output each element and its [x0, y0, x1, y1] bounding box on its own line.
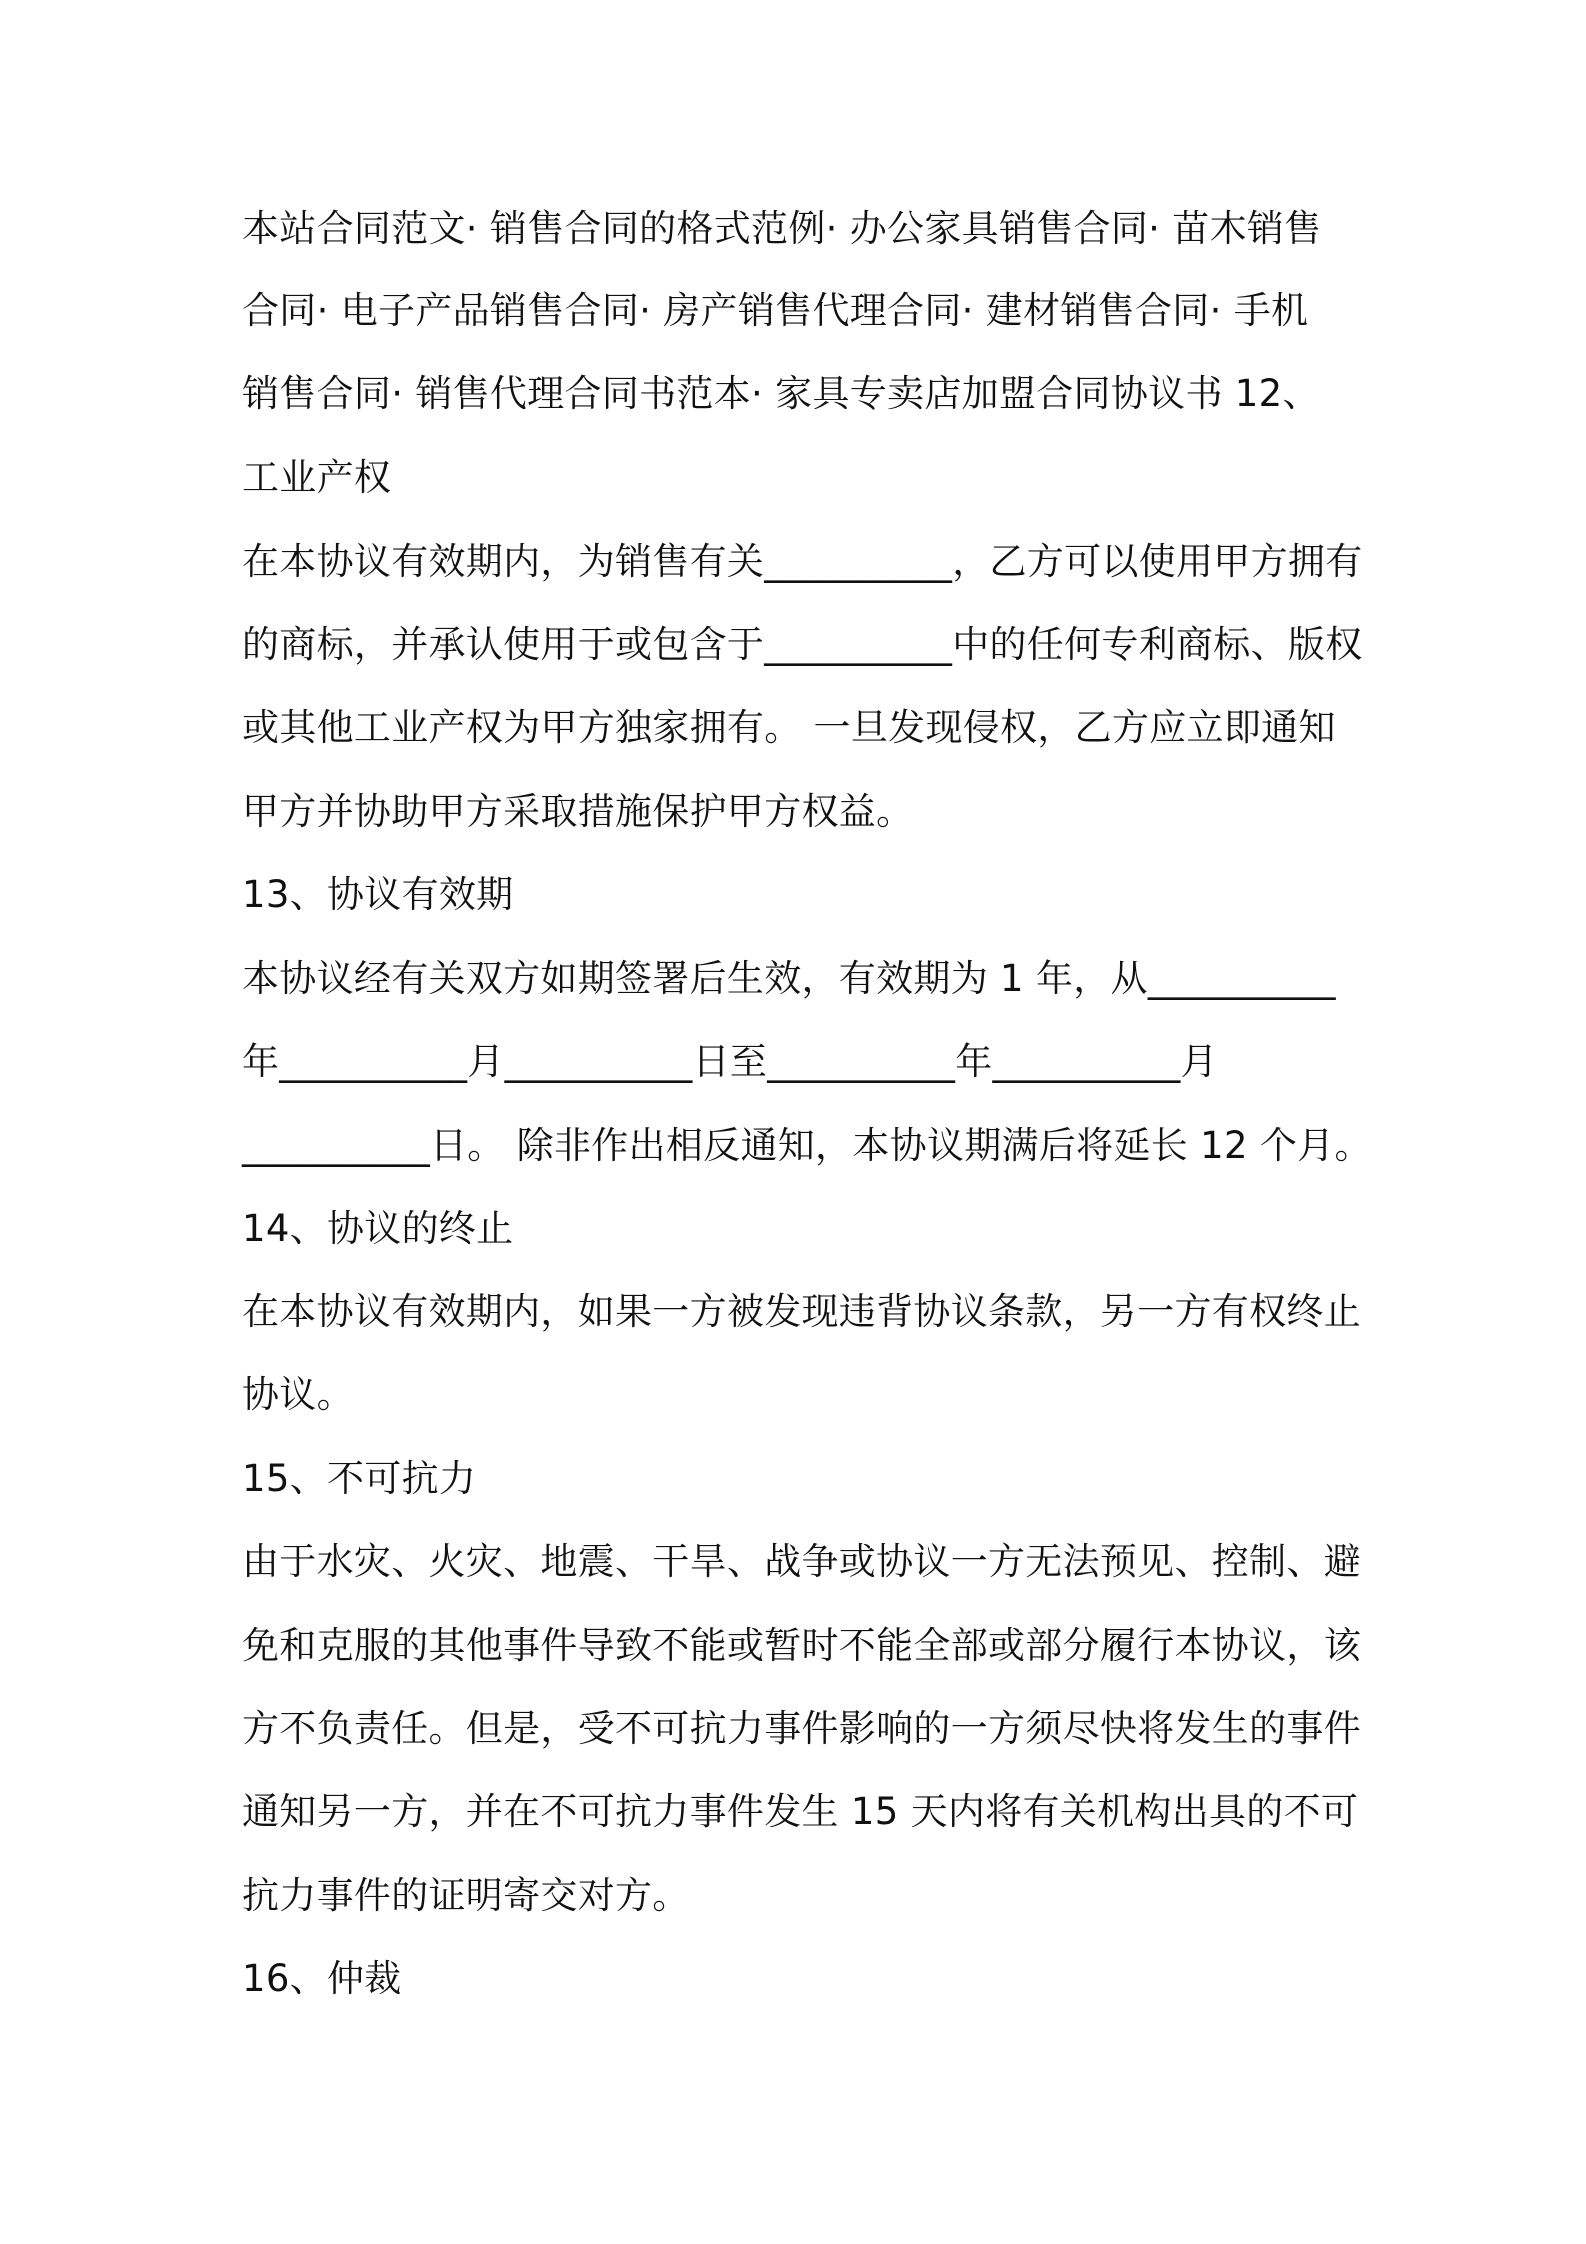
text-line: __________日。 除非作出相反通知，本协议期满后将延长 12 个月。 [242, 1124, 1372, 1167]
text-line: 在本协议有效期内，为销售有关__________，乙方可以使用甲方拥有 [242, 540, 1363, 583]
text-line: 合同· 电子产品销售合同· 房产销售代理合同· 建材销售合同· 手机 [242, 289, 1309, 332]
text-line: 销售合同· 销售代理合同书范本· 家具专卖店加盟合同协议书 12、 [242, 372, 1320, 415]
section-heading: 13、协议有效期 [242, 873, 514, 916]
text-line: 通知另一方，并在不可抗力事件发生 15 天内将有关机构出具的不可 [242, 1790, 1359, 1833]
section-heading: 16、仲裁 [242, 1957, 402, 2000]
text-line: 年__________月__________日至__________年__________月 [242, 1040, 1218, 1083]
text-line: 由于水灾、火灾、地震、干旱、战争或协议一方无法预见、控制、避 [242, 1540, 1361, 1583]
section-heading: 工业产权 [242, 456, 392, 499]
text-line: 协议。 [242, 1373, 354, 1416]
text-line: 在本协议有效期内，如果一方被发现违背协议条款，另一方有权终止 [242, 1290, 1361, 1333]
text-line: 甲方并协助甲方采取措施保护甲方权益。 [242, 790, 914, 833]
text-line: 方不负责任。但是，受不可抗力事件影响的一方须尽快将发生的事件 [242, 1707, 1361, 1750]
section-heading: 14、协议的终止 [242, 1207, 514, 1250]
text-line: 或其他工业产权为甲方独家拥有。 一旦发现侵权，乙方应立即通知 [242, 706, 1336, 749]
text-line: 本协议经有关双方如期签署后生效，有效期为 1 年，从__________ [242, 957, 1336, 1000]
text-line: 抗力事件的证明寄交对方。 [242, 1874, 690, 1917]
text-line: 本站合同范文· 销售合同的格式范例· 办公家具销售合同· 苗木销售 [242, 207, 1322, 250]
section-heading: 15、不可抗力 [242, 1457, 477, 1500]
text-line: 的商标，并承认使用于或包含于__________中的任何专利商标、版权 [242, 623, 1363, 666]
text-line: 免和克服的其他事件导致不能或暂时不能全部或部分履行本协议，该 [242, 1624, 1361, 1667]
